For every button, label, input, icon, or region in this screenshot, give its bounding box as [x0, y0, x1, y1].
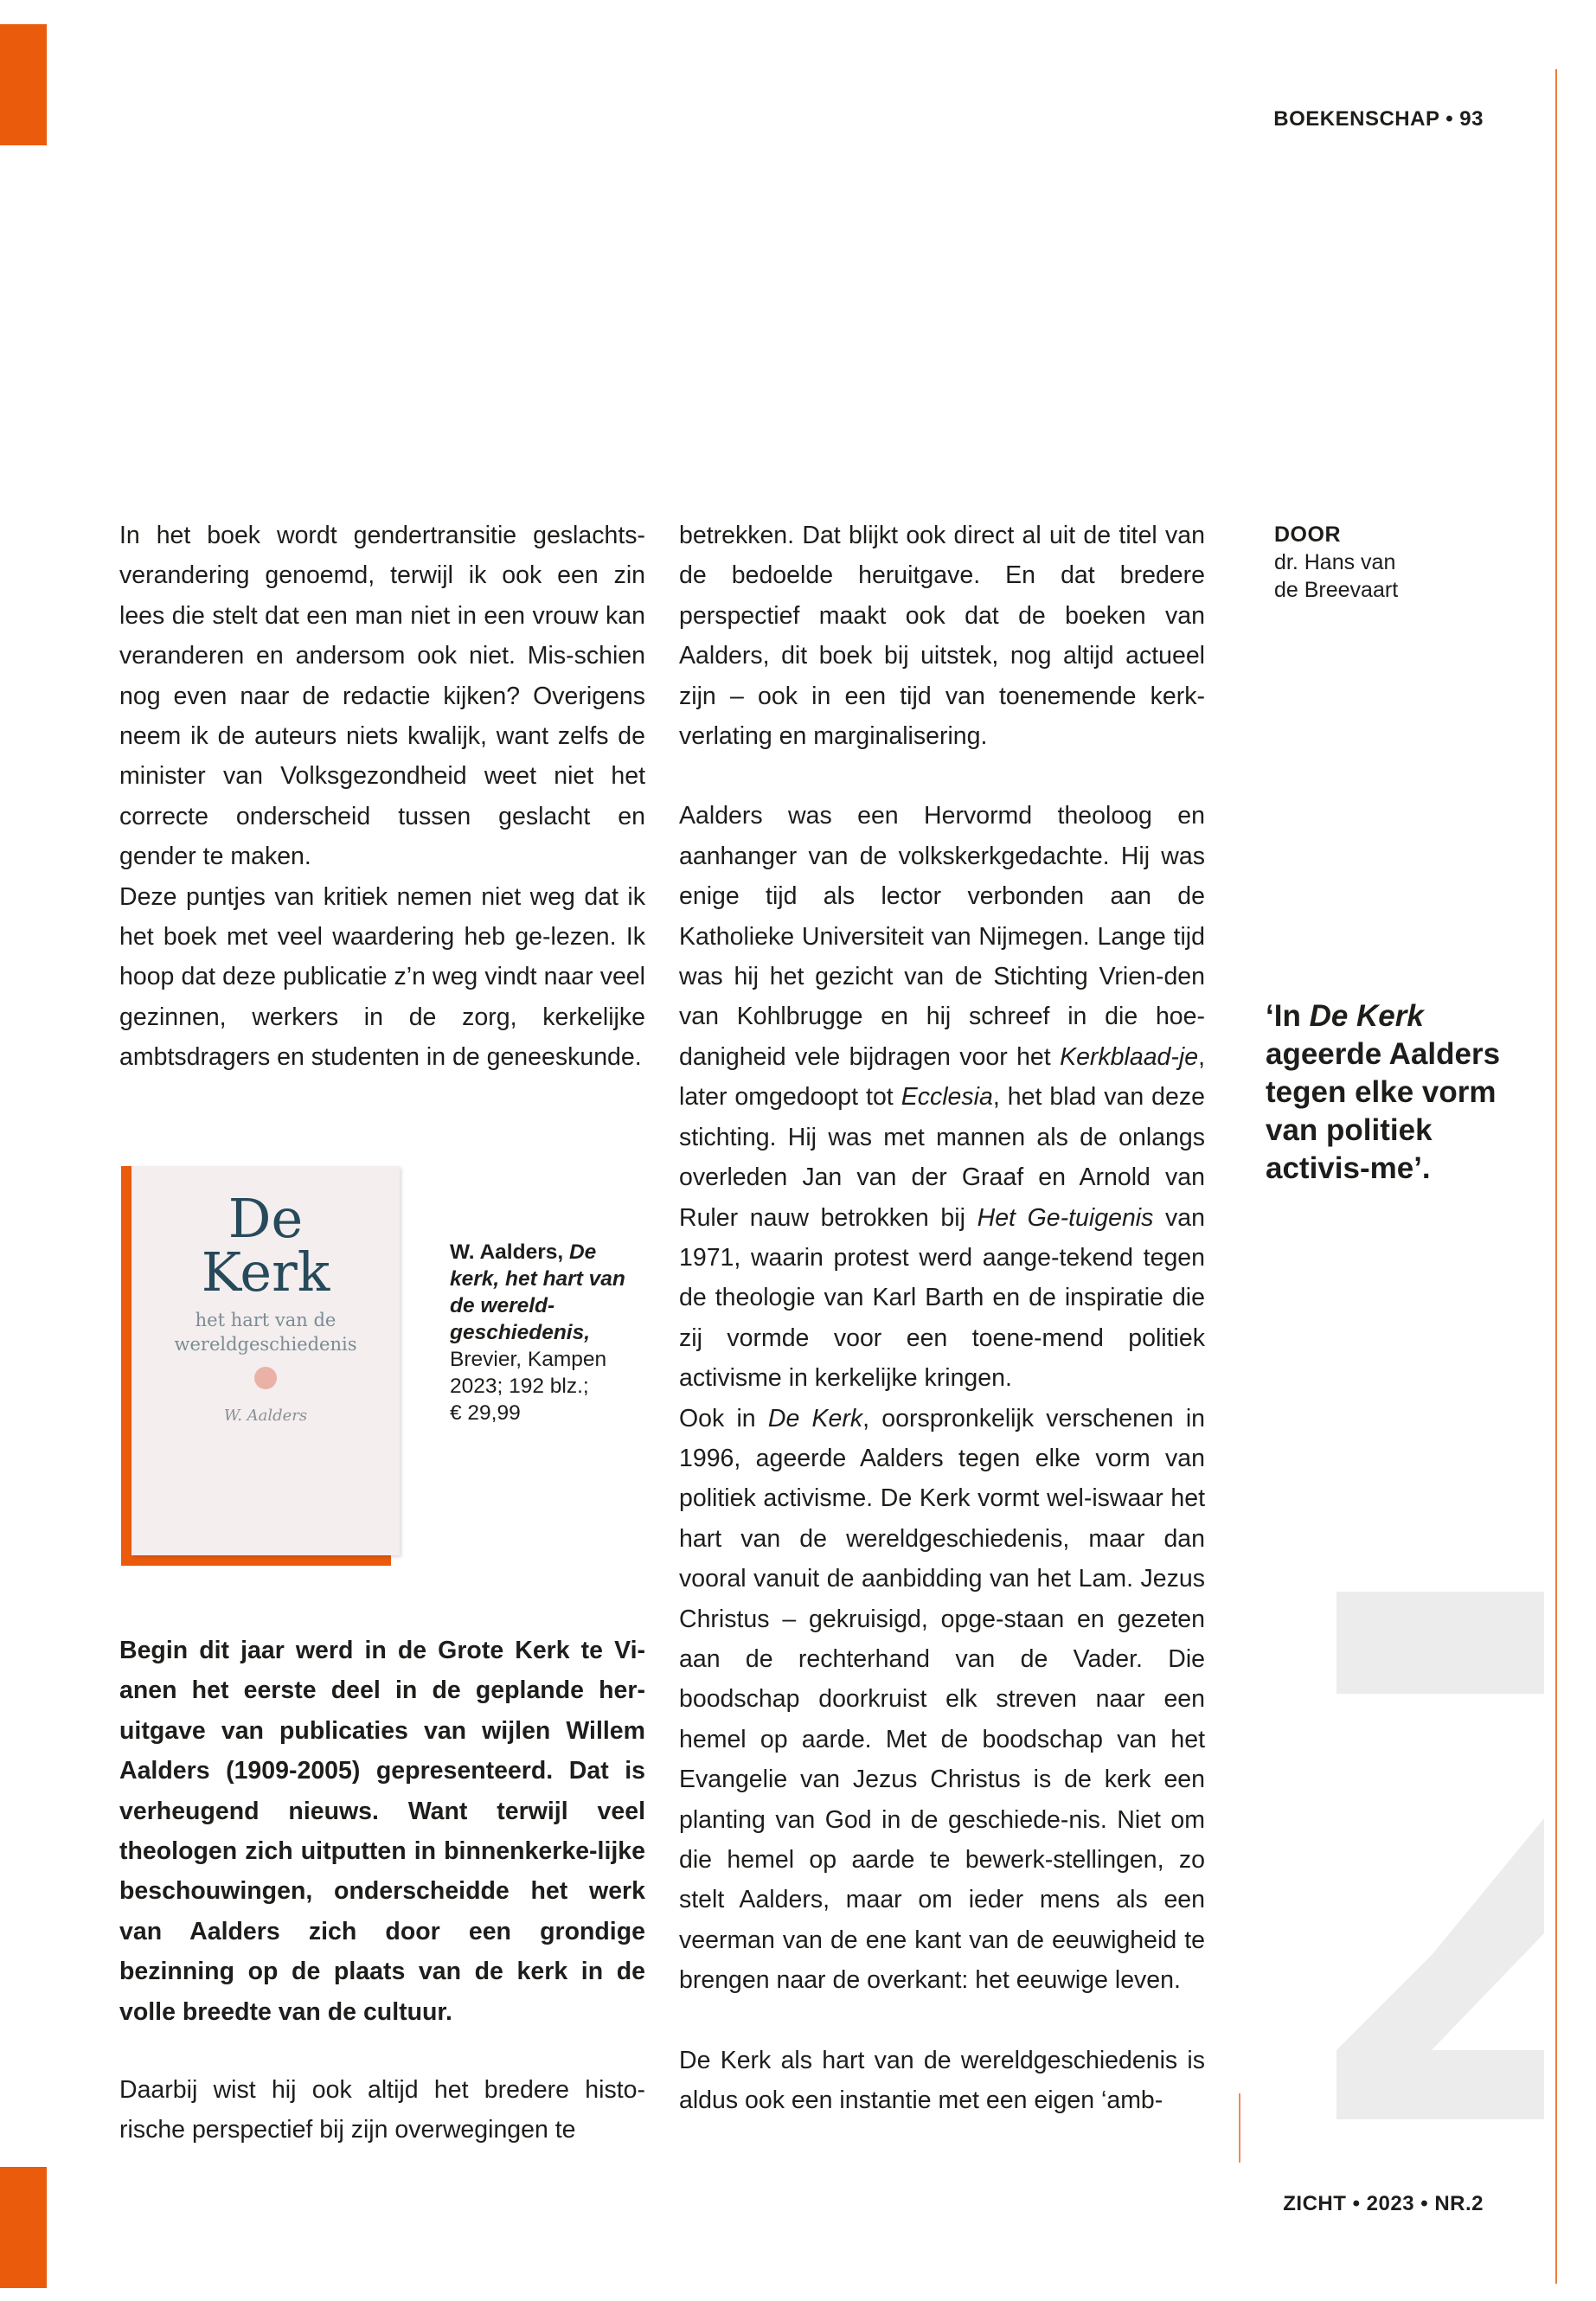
page-number: 93	[1459, 107, 1484, 131]
column-1	[119, 516, 645, 1078]
byline-label: DOOR	[1274, 522, 1341, 547]
caption-author: W. Aalders,	[450, 1240, 569, 1264]
section-title: BOEKENSCHAP	[1273, 107, 1440, 131]
column-2	[679, 516, 1205, 2120]
issue-year: 2023	[1366, 2192, 1415, 2215]
caption-price: € 29,99	[450, 1401, 521, 1425]
running-footer: ZICHT • 2023 • NR.2	[1283, 2192, 1484, 2215]
lead-paragraph-wrap	[119, 1631, 645, 2032]
pull-quote: ‘In De Kerk ageerde Aalders tegen elke vorm van politiek activis-me’.	[1266, 999, 1501, 1185]
caption-title: De kerk, het hart van de wereld-geschiedenis,	[450, 1240, 625, 1344]
cover-accent-bottom	[121, 1555, 391, 1566]
cover-title-line-1: De	[228, 1187, 304, 1250]
col1-paragraph-1: In het boek wordt gendertransitie geslachts-verandering genoemd, terwijl ik ook een zin lees die stelt dat een man niet in een vrouw kan veranderen en andersom ook niet. Mis-schien nog even naar de redactie kijken? Overigens neem ik de auteurs niets kwalijk, want zelfs de minister van Volksgezondheid weet niet het correcte onderscheid tussen geslacht en gender te maken.	[119, 522, 645, 871]
orange-margin-rule	[1555, 69, 1557, 2284]
cover-author: W. Aalders	[223, 1407, 308, 1425]
byline-author-1: dr. Hans van	[1274, 550, 1396, 574]
running-header	[1273, 107, 1484, 131]
col2-paragraph-2: Aalders was een Hervormd theoloog en aanhanger van de volkskerkgedachte. Hij was enige tijd als lector verbonden aan de Katholieke Universiteit van Nijmegen. Lange tijd was hij het gezicht van de Stichting Vrien-den van Kohlbrugge en hij schreef in die hoe-danigheid vele bijdragen voor het Kerkblaad-je, later omgedoopt tot Ecclesia, het blad van deze stichting. Hij was met mannen als de onlangs overleden Jan van der Graaf en Arnold van Ruler nauw betrokken bij Het Ge-tuigenis van 1971, waarin protest werd aange-tekend tegen de theologie van Karl Barth en de inspiratie die zij vormde voor een toene-mend politiek activisme in kerkelijke kringen.	[679, 802, 1205, 1393]
col2-paragraph-4: De Kerk als hart van de wereldgeschiedenis is aldus ook een instantie met een eigen ‘amb-	[679, 2046, 1205, 2115]
decorative-z-logo	[1336, 1592, 1544, 2119]
book-caption	[450, 1239, 631, 1426]
cover-accent-left	[121, 1166, 131, 1566]
lead-paragraph: Begin dit jaar werd in de Grote Kerk te Vi-anen het eerste deel in de geplande her-uitgave van publicaties van wijlen Willem Aalders (1909-2005) gepresenteerd. Dat is verheugend nieuws. Want terwijl veel theologen zich uitputten in binnenkerke-lijke beschouwingen, onderscheidde het werk van Aalders zich door een grondige bezinning op de plaats van de kerk in de volle breedte van de cultuur.	[119, 1637, 645, 2026]
byline	[1274, 521, 1398, 604]
cover-subtitle: het hart van de wereldgeschiedenis	[174, 1310, 357, 1355]
col1-bottom-wrap	[119, 2070, 645, 2150]
orange-footer-rule	[1239, 2093, 1240, 2163]
orange-tab-bottom	[0, 2167, 47, 2288]
caption-publisher: Brevier, Kampen 2023; 192 blz.;	[450, 1348, 607, 1398]
col2-paragraph-3: Ook in De Kerk, oorspronkelijk verschenen in 1996, ageerde Aalders tegen elke vorm van politiek activisme. De Kerk vormt wel-iswaar het hart van de wereldgeschiedenis, maar dan vooral vanuit de aanbidding van het Lam. Jezus Christus – gekruisigd, opge-staan en gezeten aan de rechterhand van de Vader. Die boodschap doorkruist elk streven naar een hemel op aarde. Met de boodschap van het Evangelie van Jezus Christus is de kerk een planting van God in de geschiede-nis. Niet om die hemel op aarde te bewerk-stellingen, zo stelt Aalders, maar om ieder mens als een veerman van de ene kant van de eeuwigheid te brengen naar de overkant: het eeuwige leven.	[679, 1404, 1206, 1995]
col1-paragraph-3: Daarbij wist hij ook altijd het bredere histo-rische perspectief bij zijn overwegingen te	[119, 2076, 645, 2144]
orange-tab-top	[0, 24, 47, 145]
col1-paragraph-2: Deze puntjes van kritiek nemen niet weg dat ik het boek met veel waardering heb ge-lezen. Ik hoop dat deze publicatie z’n weg vindt naar veel gezinnen, werkers in de zorg, kerkelijke ambtsdragers en studenten in de geneeskunde.	[119, 882, 645, 1072]
cover-emblem-icon	[254, 1367, 277, 1389]
book-cover	[131, 1166, 400, 1555]
col2-paragraph-1: betrekken. Dat blijkt ook direct al uit de titel van de bedoelde heruitgave. En dat bredere perspectief maakt ook dat de boeken van Aalders, dit boek bij uitstek, nog altijd actueel zijn – ook in een tijd van toenemende kerk-verlating en marginalisering.	[679, 522, 1205, 751]
cover-title-line-2: Kerk	[201, 1240, 330, 1304]
issue-number: NR.2	[1434, 2192, 1484, 2215]
book-cover-image	[121, 1166, 400, 1566]
header-separator: •	[1445, 107, 1454, 131]
byline-author-2: de Breevaart	[1274, 578, 1399, 602]
magazine-name: ZICHT	[1283, 2192, 1347, 2215]
